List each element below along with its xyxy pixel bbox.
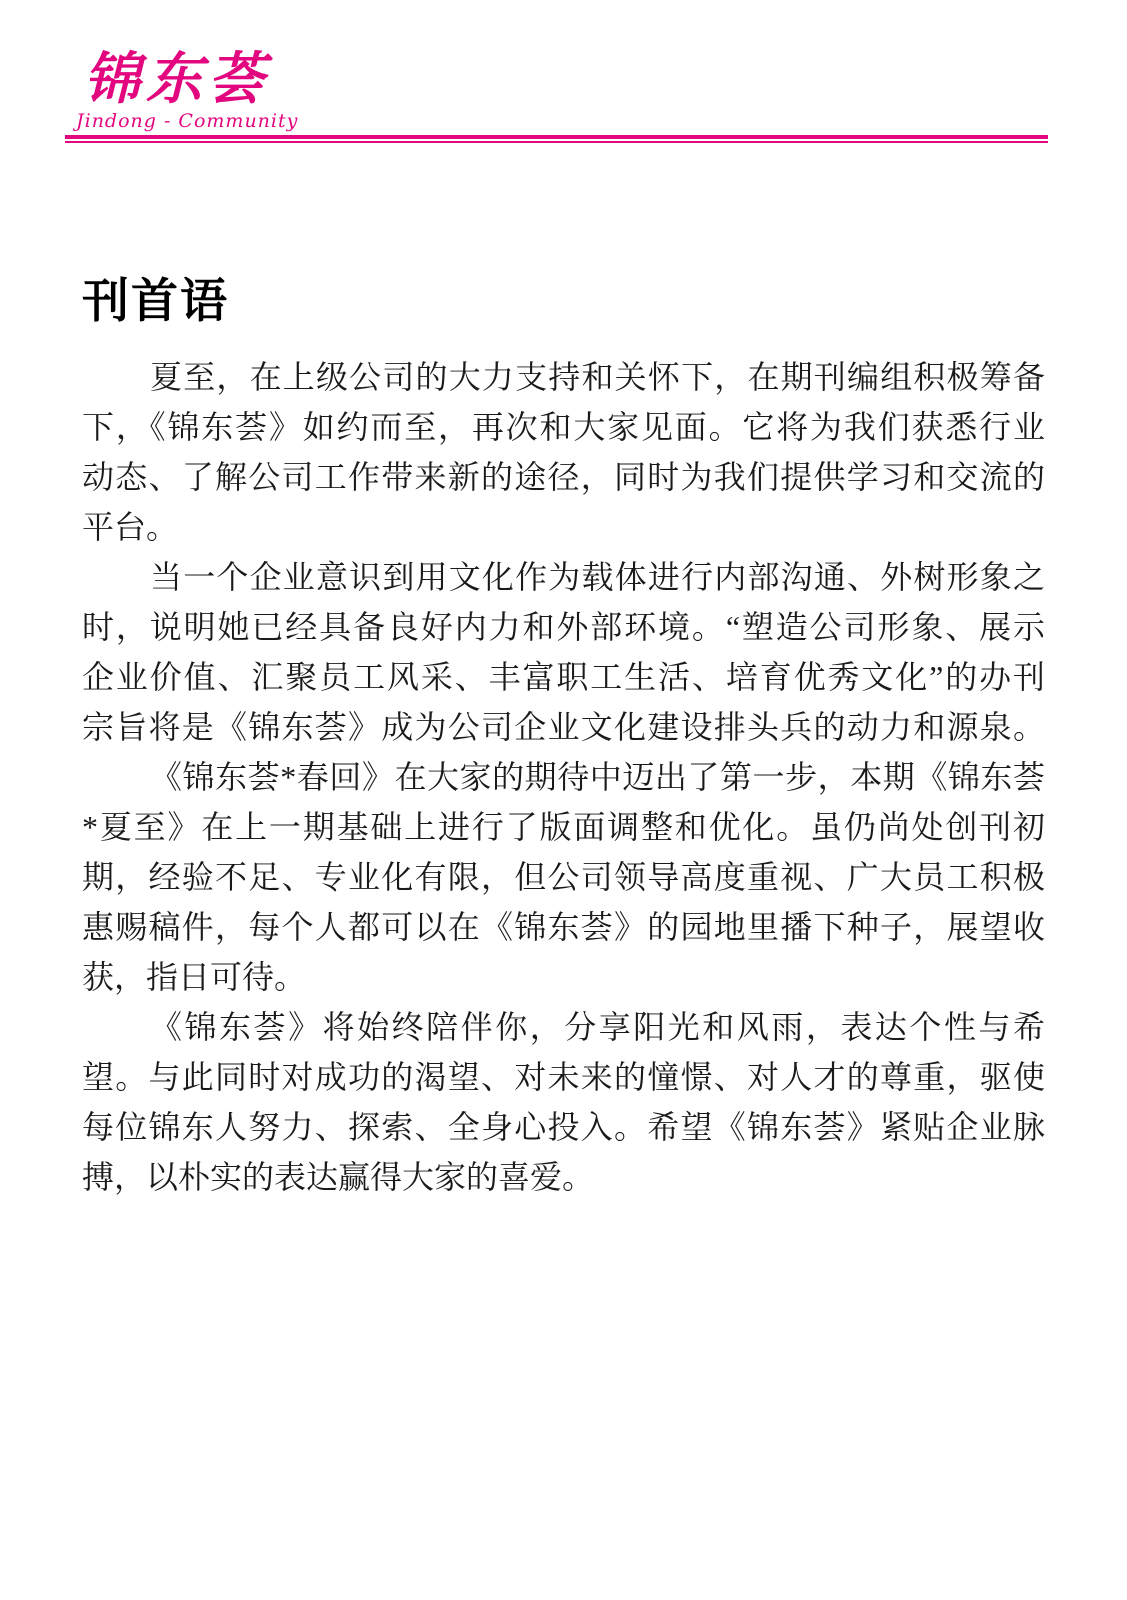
text-line: 当一个企业意识到用文化作为载体进行内部沟通、外树形象之	[150, 559, 1045, 595]
page-title: 刊首语	[82, 274, 229, 327]
text-line: 每位锦东人努力、探索、全身心投入。希望《锦东荟》紧贴企业脉	[82, 1109, 1045, 1145]
text-line: 时，说明她已经具备良好内力和外部环境。“塑造公司形象、展示	[82, 609, 1045, 645]
text-line: 《锦东荟》将始终陪伴你，分享阳光和风雨，表达个性与希	[150, 1009, 1045, 1045]
header-divider-rule	[65, 135, 1048, 143]
paragraph	[82, 752, 1045, 1002]
article-body	[82, 352, 1045, 1202]
text-line: 企业价值、汇聚员工风采、丰富职工生活、培育优秀文化”的办刊	[82, 659, 1045, 695]
text-line: 惠赐稿件，每个人都可以在《锦东荟》的园地里播下种子，展望收	[82, 909, 1045, 945]
text-line: 下，《锦东荟》如约而至，再次和大家见面。它将为我们获悉行业	[82, 409, 1045, 445]
text-line: 宗旨将是《锦东荟》成为公司企业文化建设排头兵的动力和源泉。	[82, 709, 1045, 745]
text-line: 搏，以朴实的表达赢得大家的喜爱。	[82, 1159, 595, 1195]
text-line: *夏至》在上一期基础上进行了版面调整和优化。虽仍尚处创刊初	[82, 809, 1045, 845]
text-line: 期，经验不足、专业化有限，但公司领导高度重视、广大员工积极	[82, 859, 1045, 895]
paragraph	[82, 1002, 1045, 1202]
text-line: 动态、了解公司工作带来新的途径，同时为我们提供学习和交流的	[82, 459, 1045, 495]
text-line: 《锦东荟*春回》在大家的期待中迈出了第一步，本期《锦东荟	[150, 759, 1045, 795]
paragraph	[82, 552, 1045, 752]
text-line: 获，指日可待。	[82, 959, 307, 995]
paragraph	[82, 352, 1045, 552]
text-line: 望。与此同时对成功的渴望、对未来的憧憬、对人才的尊重，驱使	[82, 1059, 1045, 1095]
brand-logo-subtitle: Jindong - Community	[76, 110, 299, 132]
text-line: 夏至，在上级公司的大力支持和关怀下，在期刊编组积极筹备	[150, 359, 1045, 395]
brand-logo-calligraphy: 锦东荟	[84, 46, 270, 112]
text-line: 平台。	[82, 509, 179, 545]
